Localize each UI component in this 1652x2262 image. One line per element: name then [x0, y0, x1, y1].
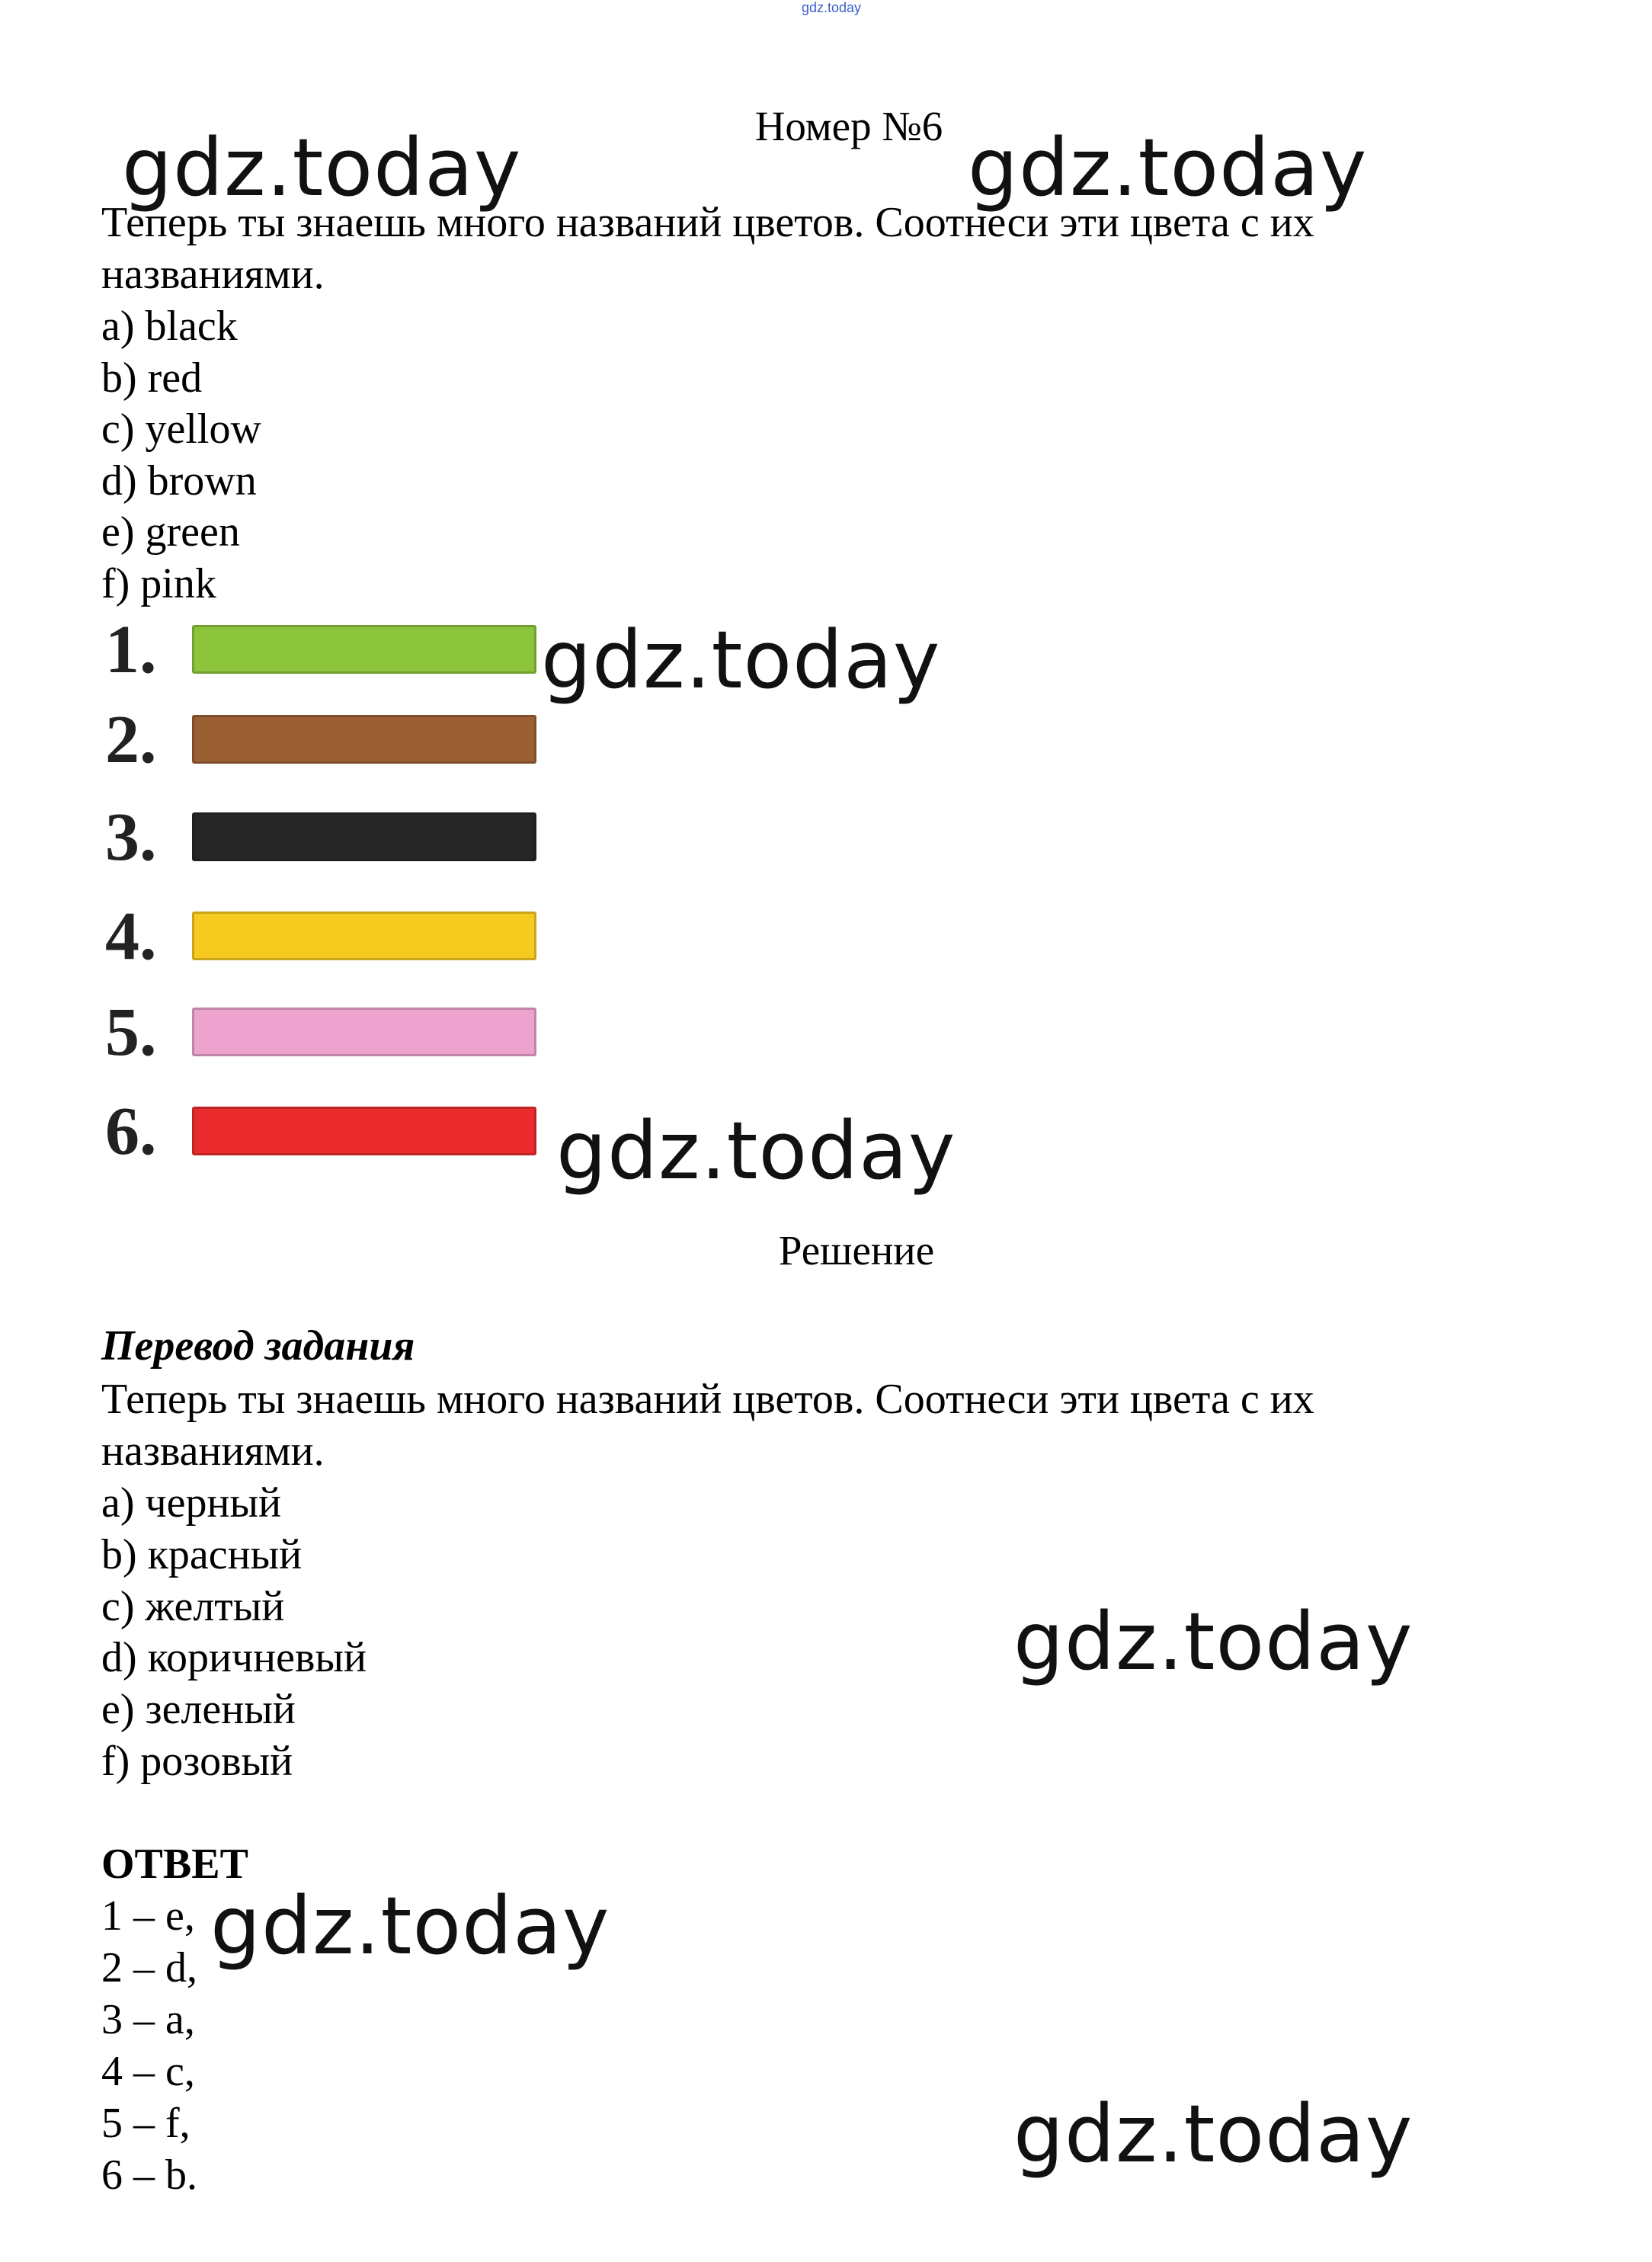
watermark: gdz.today: [122, 121, 522, 214]
swatch-number: 1.: [105, 612, 157, 687]
task-option: e) green: [101, 508, 240, 556]
color-swatch-pink: [192, 1008, 536, 1056]
top-watermark: gdz.today: [801, 0, 862, 15]
answer-line: 2 – d,: [101, 1944, 197, 1991]
answer-heading: ОТВЕТ: [101, 1841, 248, 1888]
translation-option: a) черный: [101, 1479, 282, 1527]
translation-option: e) зеленый: [101, 1686, 296, 1733]
color-swatch-brown: [192, 715, 536, 764]
translation-text-line: названиями.: [101, 1427, 325, 1475]
translation-option: c) желтый: [101, 1583, 285, 1630]
task-text-line: Теперь ты знаешь много названий цветов. Соотнеси эти цвета с их: [101, 199, 1314, 246]
task-text-line: названиями.: [101, 251, 325, 298]
task-option: d) brown: [101, 457, 257, 505]
task-option: b) red: [101, 354, 203, 402]
swatch-number: 5.: [105, 995, 157, 1070]
watermark: gdz.today: [541, 614, 941, 706]
swatch-number: 4.: [105, 899, 157, 974]
watermark: gdz.today: [968, 121, 1368, 214]
translation-option: f) розовый: [101, 1738, 293, 1785]
swatch-number: 6.: [105, 1094, 157, 1169]
task-option: f) pink: [101, 560, 216, 607]
color-swatch-yellow: [192, 912, 536, 960]
page-title: Номер №6: [754, 103, 943, 149]
watermark: gdz.today: [1013, 1595, 1413, 1688]
answer-line: 3 – a,: [101, 1996, 195, 2043]
swatch-number: 3.: [105, 799, 157, 875]
translation-option: b) красный: [101, 1531, 303, 1578]
color-swatch-red: [192, 1107, 536, 1155]
translation-option: d) коричневый: [101, 1634, 367, 1681]
translation-text-line: Теперь ты знаешь много названий цветов. Соотнеси эти цвета с их: [101, 1376, 1314, 1423]
color-swatch-black: [192, 812, 536, 861]
answer-line: 4 – c,: [101, 2048, 195, 2095]
watermark: gdz.today: [210, 1879, 610, 1972]
answer-line: 6 – b.: [101, 2151, 197, 2199]
answer-line: 1 – e,: [101, 1892, 195, 1940]
answer-line: 5 – f,: [101, 2100, 190, 2147]
task-option: c) yellow: [101, 405, 261, 453]
watermark: gdz.today: [556, 1104, 956, 1197]
watermark: gdz.today: [1013, 2087, 1413, 2180]
color-swatch-green: [192, 625, 536, 674]
translation-heading: Перевод задания: [101, 1322, 415, 1370]
task-option: a) black: [101, 303, 238, 350]
swatch-number: 2.: [105, 702, 157, 777]
solution-heading: Решение: [778, 1227, 935, 1274]
